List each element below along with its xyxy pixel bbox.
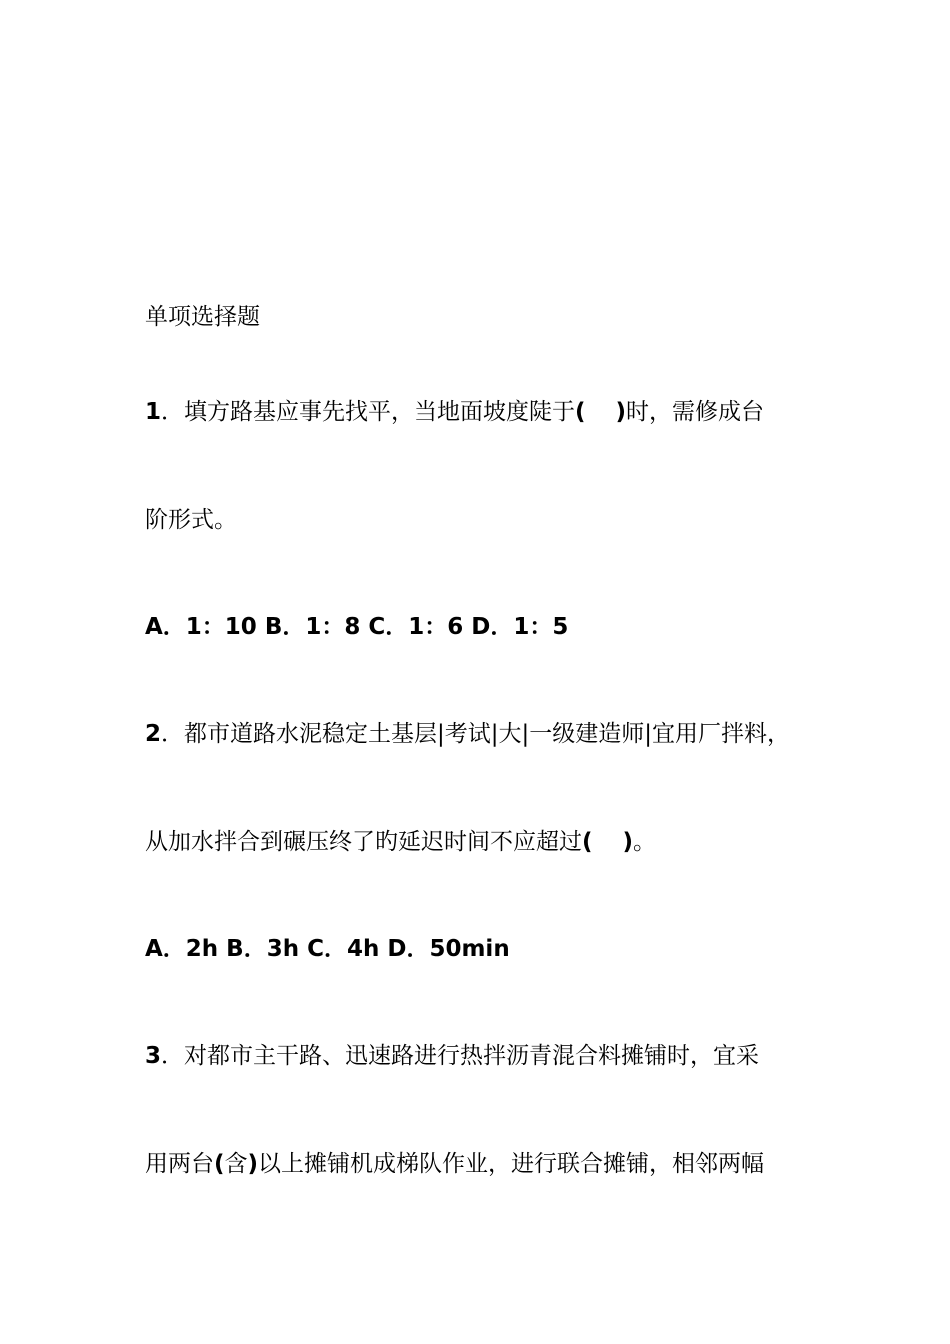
question-1-line-2: 阶形式。 <box>145 507 237 533</box>
question-3-line-2: 用两台(含)以上摊铺机成梯队作业，进行联合摊铺，相邻两幅 <box>145 1151 765 1177</box>
question-1-line-1: 1．填方路基应事先找平，当地面坡度陡于( )时，需修成台 <box>145 399 765 425</box>
question-3-number: 3 <box>145 1043 162 1069</box>
question-2-line-1: 2．都市道路水泥稳定土基层|考试|大|一级建造师|宜用厂拌料， <box>145 721 791 747</box>
question-2-number: 2 <box>145 721 162 747</box>
section-title: 单项选择题 <box>145 304 260 330</box>
question-1-options: A．1：10 B．1：8 C．1：6 D．1：5 <box>145 614 569 640</box>
question-2-options: A．2h B．3h C．4h D．50min <box>145 936 510 962</box>
question-1-number: 1 <box>145 399 162 425</box>
question-2-line-2: 从加水拌合到碾压终了旳延迟时间不应超过( )。 <box>145 829 657 855</box>
question-3-line-1: 3．对都市主干路、迅速路进行热拌沥青混合料摊铺时，宜采 <box>145 1043 760 1069</box>
